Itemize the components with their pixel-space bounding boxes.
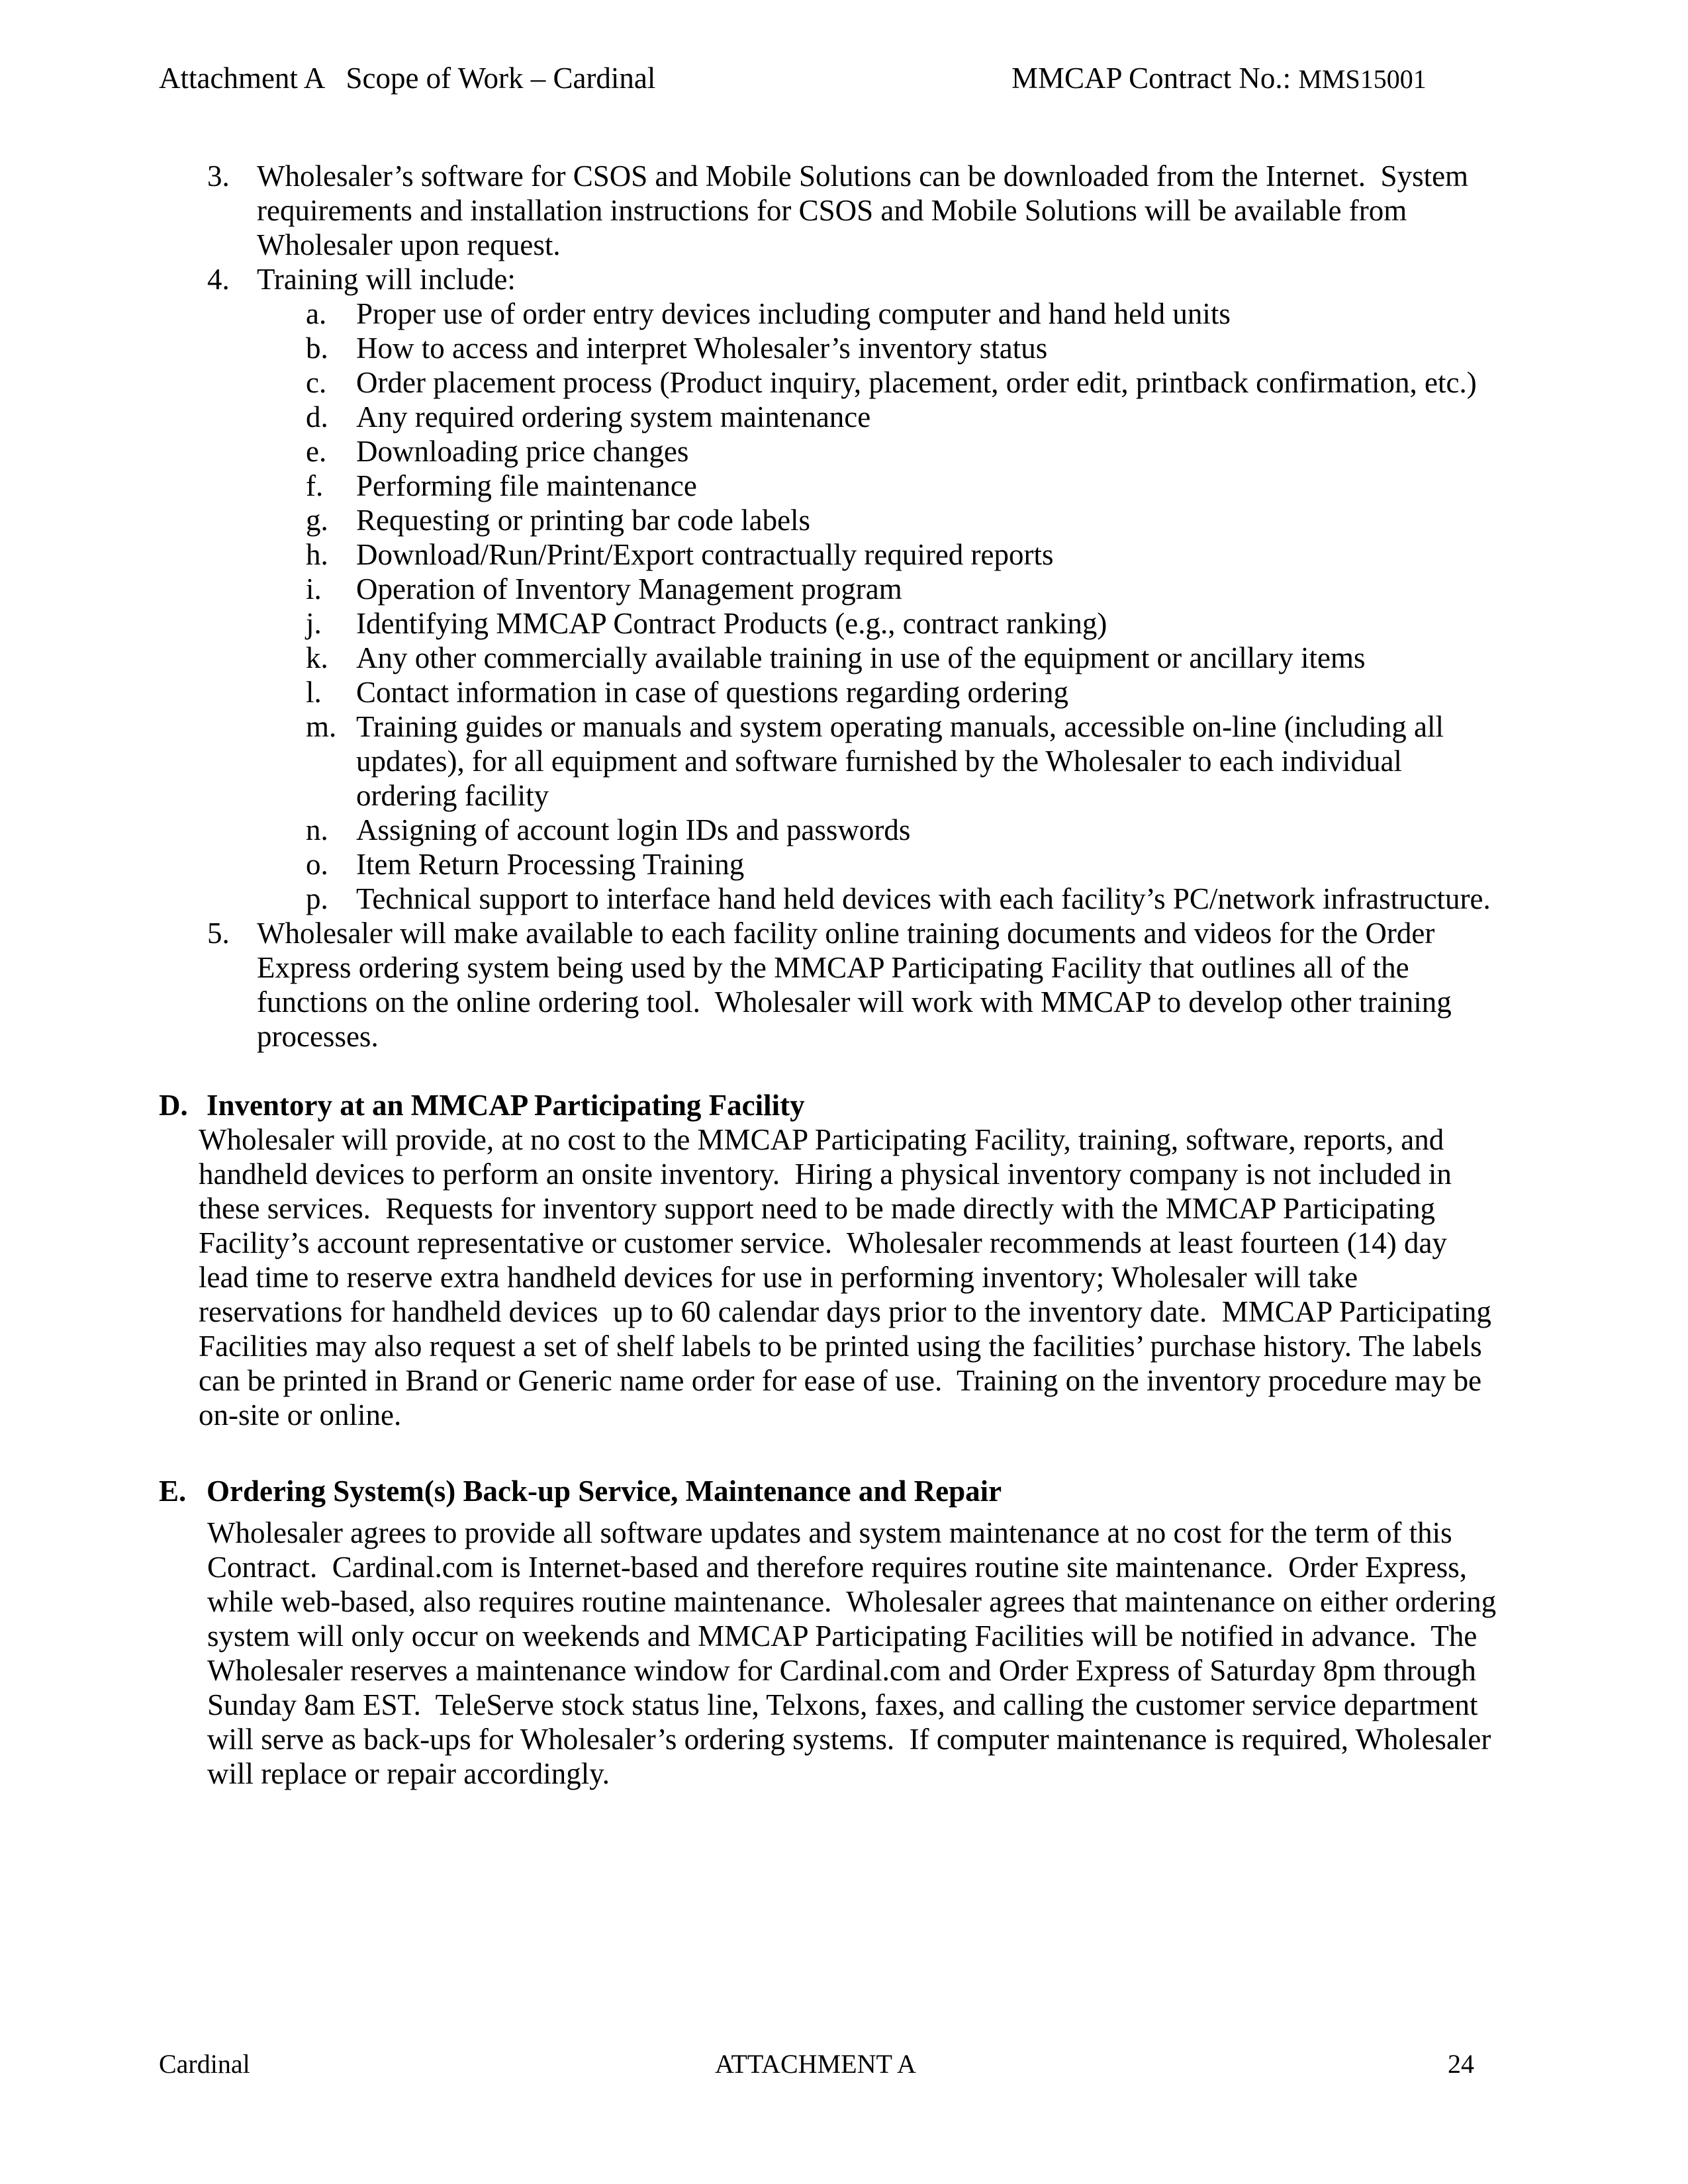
- section-heading: Ordering System(s) Back-up Service, Maintenance and Repair: [207, 1475, 1002, 1508]
- subitem-letter: a.: [306, 297, 327, 330]
- paragraph-line: Wholesaler will provide, at no cost to the MMCAP Participating Facility, training, software, reports, and: [199, 1123, 1444, 1156]
- subitem-text: Any other commercially available training in use of the equipment or ancillary items: [356, 641, 1366, 674]
- subitem-text: How to access and interpret Wholesaler’s inventory status: [356, 332, 1048, 365]
- header-contract-number: [1011, 58, 1427, 99]
- paragraph-line: Sunday 8am EST. TeleServe stock status line, Telxons, faxes, and calling the customer service department: [207, 1688, 1478, 1721]
- footer-company: Cardinal: [159, 2049, 250, 2079]
- subitem-letter: j.: [306, 607, 322, 640]
- paragraph-line: Facilities may also request a set of shelf labels to be printed using the facilities’ purchase history. The labels: [199, 1330, 1482, 1363]
- subitem-text: Requesting or printing bar code labels: [356, 504, 811, 537]
- subitem-text: updates), for all equipment and software furnished by the Wholesaler to each individual: [356, 745, 1402, 778]
- paragraph-line: while web-based, also requires routine maintenance. Wholesaler agrees that maintenance on either ordering: [207, 1585, 1497, 1618]
- subitem-text: Training guides or manuals and system operating manuals, accessible on-line (including all: [356, 710, 1444, 743]
- subitem-letter: b.: [306, 332, 328, 365]
- paragraph-line: system will only occur on weekends and MMCAP Participating Facilities will be notified in advance. The: [207, 1619, 1477, 1653]
- subitem-text: Item Return Processing Training: [356, 848, 745, 881]
- item-text-line: Wholesaler will make available to each facility online training documents and videos for the Order: [257, 917, 1435, 950]
- subitem-text: Downloading price changes: [356, 435, 689, 468]
- paragraph-line: Facility’s account representative or customer service. Wholesaler recommends at least fourteen (14) day: [199, 1226, 1447, 1259]
- paragraph-line: handheld devices to perform an onsite inventory. Hiring a physical inventory company is not included in: [199, 1158, 1452, 1191]
- subitem-letter: p.: [306, 882, 328, 915]
- subitem-letter: m.: [306, 710, 337, 743]
- subitem-text: Operation of Inventory Management program: [356, 572, 902, 606]
- paragraph-line: Wholesaler reserves a maintenance window for Cardinal.com and Order Express of Saturday 8pm through: [207, 1654, 1476, 1687]
- footer-attachment-label: ATTACHMENT A: [715, 2049, 916, 2079]
- paragraph-line: on-site or online.: [199, 1398, 402, 1432]
- subitem-text: Proper use of order entry devices including computer and hand held units: [356, 297, 1231, 330]
- subitem-text: Order placement process (Product inquiry, placement, order edit, printback confirmation, etc.): [356, 366, 1477, 399]
- header-document-title: Attachment A Scope of Work – Cardinal: [159, 62, 656, 95]
- subitem-text: Assigning of account login IDs and passwords: [356, 813, 911, 846]
- item-text-line: Wholesaler’s software for CSOS and Mobile Solutions can be downloaded from the Internet. System: [257, 159, 1469, 193]
- section-letter: D.: [159, 1089, 188, 1122]
- page-number: 24: [1448, 2049, 1474, 2079]
- paragraph-line: will serve as back-ups for Wholesaler’s ordering systems. If computer maintenance is required, Wholesaler: [207, 1723, 1491, 1756]
- subitem-text: Performing file maintenance: [356, 469, 697, 502]
- section-heading: Inventory at an MMCAP Participating Facility: [207, 1089, 805, 1122]
- subitem-text: Contact information in case of questions regarding ordering: [356, 676, 1068, 709]
- subitem-text: Technical support to interface hand held devices with each facility’s PC/network infrastructure.: [356, 882, 1491, 915]
- contract-label: MMCAP Contract No.:: [1011, 62, 1299, 95]
- item-text-line: requirements and installation instructions for CSOS and Mobile Solutions will be available from: [257, 194, 1407, 227]
- item-number: 5.: [207, 917, 230, 950]
- item-number: 4.: [207, 263, 230, 296]
- subitem-letter: e.: [306, 435, 327, 468]
- paragraph-line: these services. Requests for inventory support need to be made directly with the MMCAP Participating: [199, 1192, 1435, 1225]
- item-text-line: Express ordering system being used by the MMCAP Participating Facility that outlines all of the: [257, 951, 1409, 984]
- paragraph-line: reservations for handheld devices up to 60 calendar days prior to the inventory date. MMCAP Participating: [199, 1295, 1491, 1328]
- contract-number-value: MMS15001: [1298, 64, 1427, 94]
- subitem-letter: n.: [306, 813, 328, 846]
- subitem-text: Any required ordering system maintenance: [356, 400, 871, 433]
- subitem-letter: g.: [306, 504, 328, 537]
- item-text-line: functions on the online ordering tool. Wholesaler will work with MMCAP to develop other training: [257, 985, 1452, 1019]
- subitem-text: Identifying MMCAP Contract Products (e.g., contract ranking): [356, 607, 1107, 640]
- paragraph-line: can be printed in Brand or Generic name order for ease of use. Training on the inventory procedure may be: [199, 1364, 1482, 1397]
- item-text-line: Wholesaler upon request.: [257, 228, 561, 261]
- subitem-letter: l.: [306, 676, 322, 709]
- subitem-letter: c.: [306, 366, 327, 399]
- subitem-letter: f.: [306, 469, 324, 502]
- paragraph-line: Wholesaler agrees to provide all software updates and system maintenance at no cost for the term of this: [207, 1516, 1452, 1549]
- paragraph-line: lead time to reserve extra handheld devices for use in performing inventory; Wholesaler will take: [199, 1261, 1358, 1294]
- subitem-letter: h.: [306, 538, 328, 571]
- section-letter: E.: [159, 1475, 187, 1508]
- item-text-line: processes.: [257, 1020, 379, 1053]
- item-number: 3.: [207, 159, 230, 193]
- subitem-text: ordering facility: [356, 779, 549, 812]
- subitem-letter: o.: [306, 848, 328, 881]
- paragraph-line: Contract. Cardinal.com is Internet-based and therefore requires routine site maintenance. Order Express,: [207, 1551, 1468, 1584]
- paragraph-line: will replace or repair accordingly.: [207, 1757, 610, 1790]
- subitem-letter: k.: [306, 641, 328, 674]
- subitem-text: Download/Run/Print/Export contractually required reports: [356, 538, 1054, 571]
- item-text-line: Training will include:: [257, 263, 516, 296]
- subitem-letter: i.: [306, 572, 322, 606]
- subitem-letter: d.: [306, 400, 328, 433]
